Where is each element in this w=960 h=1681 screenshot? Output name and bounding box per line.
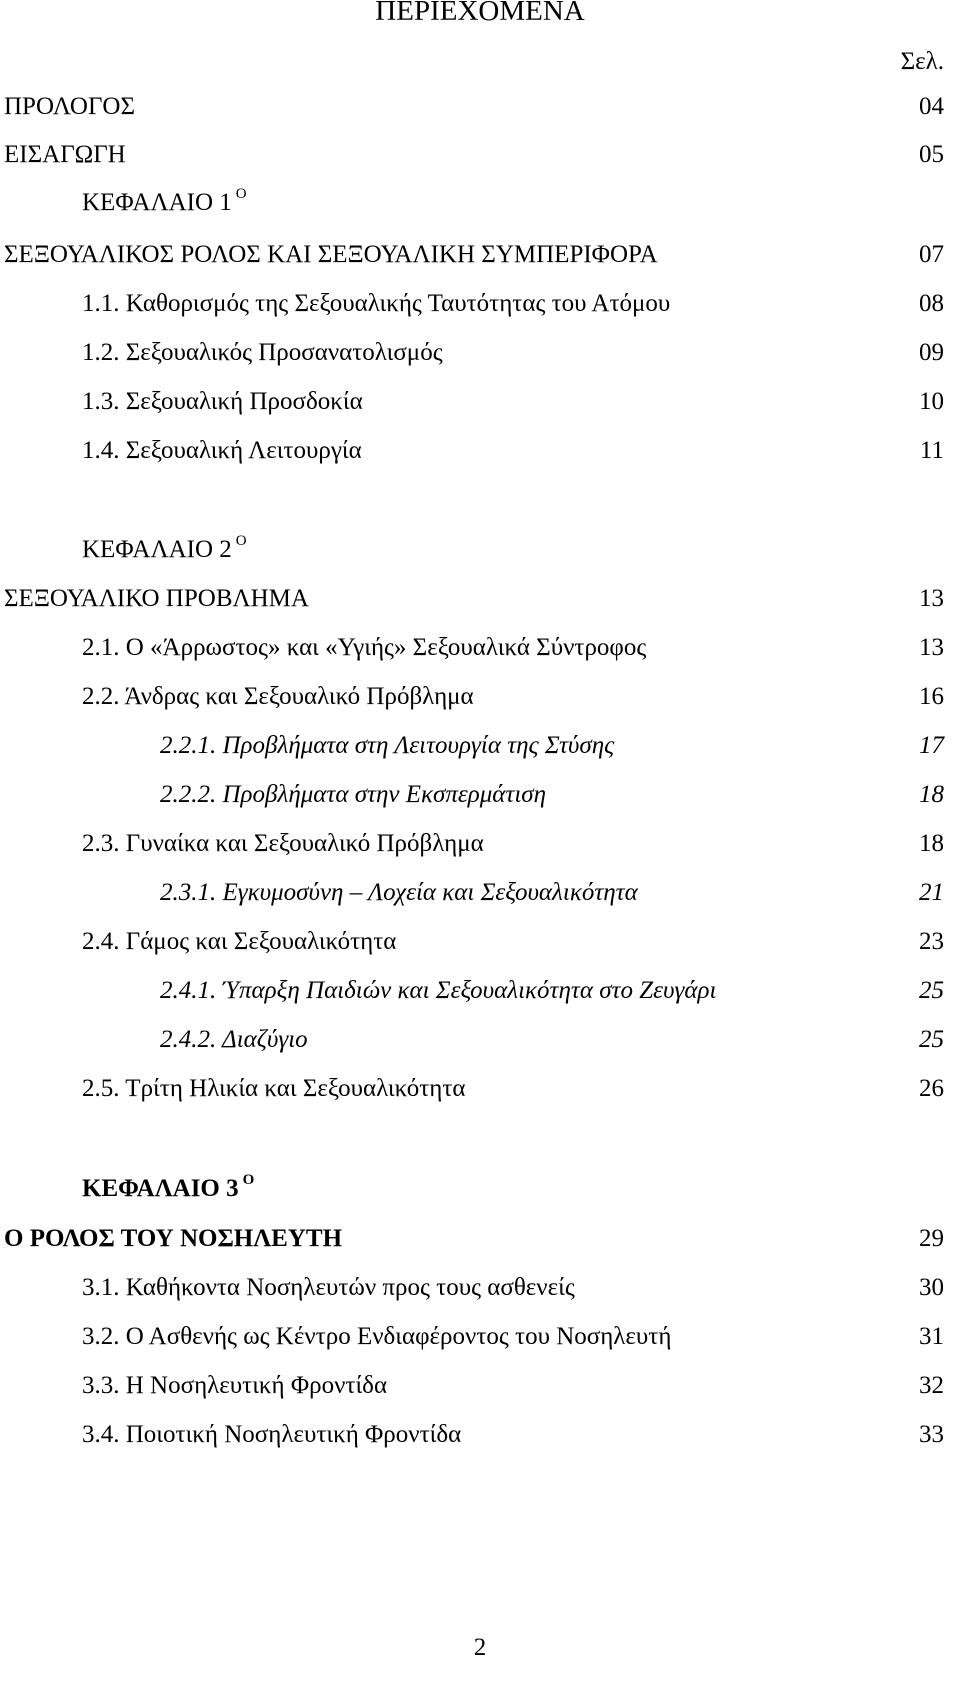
toc-page: 07 [919,241,944,268]
chapter-heading [82,188,247,221]
toc-page: 04 [919,93,944,120]
toc-entry: 1.1. Καθορισμός της Σεξουαλικής Ταυτότητας του Ατόμου [82,290,671,317]
toc-page: 29 [919,1225,944,1252]
toc-page: 18 [919,781,944,808]
toc-entry: 3.3. Η Νοσηλευτική Φροντίδα [82,1372,388,1399]
toc-entry: 2.1. Ο «Άρρωστος» και «Υγιής» Σεξουαλικά Σύντροφος [82,634,647,661]
toc-entry: 2.2. Άνδρας και Σεξουαλικό Πρόβλημα [82,683,474,710]
toc-entry: Ο ΡΟΛΟΣ ΤΟΥ ΝΟΣΗΛΕΥΤΗ [4,1225,343,1252]
toc-page: 31 [919,1323,944,1350]
page-number: 2 [473,1634,487,1661]
page-column-header: Σελ. [900,48,944,75]
chapter-label: ΚΕΦΑΛΑΙΟ 2 [82,536,232,563]
toc-entry: ΣΕΞΟΥΑΛΙΚΟ ΠΡΟΒΛΗΜΑ [4,585,309,612]
toc-entry: ΕΙΣΑΓΩΓΗ [4,141,126,168]
toc-page: 17 [919,732,944,759]
toc-entry: 3.1. Καθήκοντα Νοσηλευτών προς τους ασθενείς [82,1274,575,1301]
toc-entry: ΠΡΟΛΟΓΟΣ [4,93,136,120]
chapter-ordinal: Ο [235,533,247,549]
toc-page: 11 [919,437,944,464]
toc-page: 21 [919,879,944,906]
toc-entry: ΣΕΞΟΥΑΛΙΚΟΣ ΡΟΛΟΣ ΚΑΙ ΣΕΞΟΥΑΛΙΚΗ ΣΥΜΠΕΡΙΦΟΡΑ [4,241,658,268]
toc-entry: 2.3. Γυναίκα και Σεξουαλικό Πρόβλημα [82,830,484,857]
toc-page: 30 [919,1274,944,1301]
toc-entry: 1.2. Σεξουαλικός Προσανατολισμός [82,339,443,366]
toc-page: 08 [919,290,944,317]
toc-subentry: 2.4.2. Διαζύγιο [160,1026,308,1053]
chapter-ordinal: Ο [242,1172,255,1188]
toc-page: 05 [919,141,944,168]
toc-page: 25 [919,1026,944,1053]
toc-entry: 2.5. Τρίτη Ηλικία και Σεξουαλικότητα [82,1075,466,1102]
toc-subentry: 2.2.2. Προβλήματα στην Εκσπερμάτιση [160,781,547,808]
toc-entry: 3.2. Ο Ασθενής ως Κέντρο Ενδιαφέροντος του Νοσηλευτή [82,1323,672,1350]
toc-page: 13 [919,634,944,661]
toc-subentry: 2.3.1. Εγκυμοσύνη – Λοχεία και Σεξουαλικότητα [160,879,638,906]
toc-entry: 2.4. Γάμος και Σεξουαλικότητα [82,928,397,955]
toc-subentry: 2.2.1. Προβλήματα στη Λειτουργία της Στύσης [160,732,615,759]
toc-page: 26 [919,1075,944,1102]
toc-page: 32 [919,1372,944,1399]
toc-page: 23 [919,928,944,955]
toc-entry: 1.3. Σεξουαλική Προσδοκία [82,388,363,415]
toc-entry: 3.4. Ποιοτική Νοσηλευτική Φροντίδα [82,1421,462,1448]
toc-page: 09 [919,339,944,366]
toc-page: 33 [919,1421,944,1448]
chapter-ordinal: Ο [235,186,247,202]
toc-page: 18 [919,830,944,857]
chapter-label: ΚΕΦΑΛΑΙΟ 1 [82,189,232,216]
page-title: ΠΕΡΙΕΧΟΜΕΝΑ [375,0,585,27]
toc-page: 10 [919,388,944,415]
chapter-label: ΚΕΦΑΛΑΙΟ 3 [82,1175,239,1202]
chapter-heading [82,1174,254,1207]
toc-subentry: 2.4.1. Ύπαρξη Παιδιών και Σεξουαλικότητα στο Ζευγάρι [160,977,717,1004]
toc-page: 25 [919,977,944,1004]
toc-page: 16 [919,683,944,710]
chapter-heading [82,535,247,568]
toc-page: 13 [919,585,944,612]
toc-entry: 1.4. Σεξουαλική Λειτουργία [82,437,362,464]
